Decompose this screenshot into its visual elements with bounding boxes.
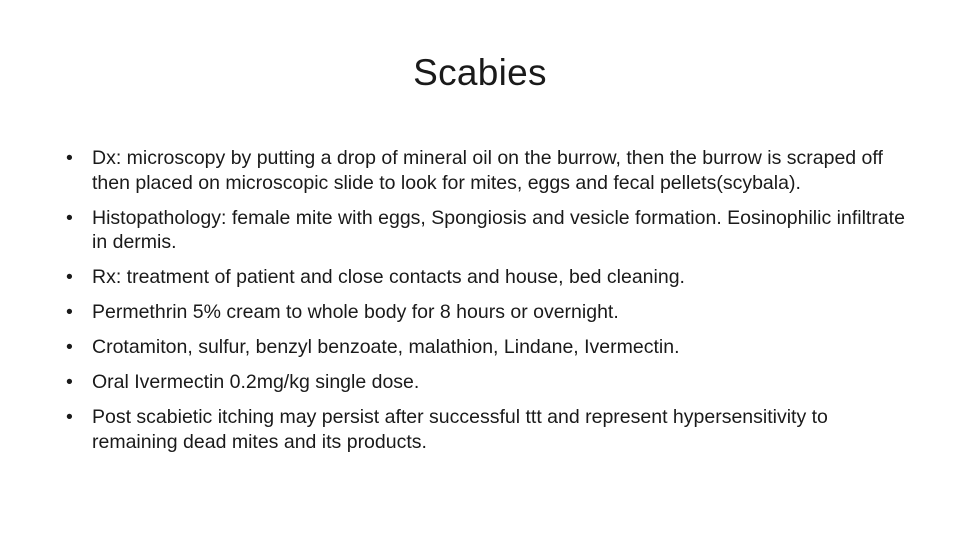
bullet-dot-icon: • <box>66 406 73 428</box>
bullet-text: Rx: treatment of patient and close contacts and house, bed cleaning. <box>92 266 685 288</box>
bullet-text: Crotamiton, sulfur, benzyl benzoate, malathion, Lindane, Ivermectin. <box>92 336 680 358</box>
bullet-item <box>66 335 916 360</box>
bullet-item <box>66 405 916 454</box>
bullet-text: Oral Ivermectin 0.2mg/kg single dose. <box>92 371 420 393</box>
bullet-dot-icon: • <box>66 147 73 169</box>
bullet-item <box>66 146 916 195</box>
bullet-text: Permethrin 5% cream to whole body for 8 hours or overnight. <box>92 301 619 323</box>
slide-title: Scabies <box>413 52 547 93</box>
bullet-text: Dx: microscopy by putting a drop of mineral oil on the burrow, then the burrow is scraped off then placed on microscopic slide to look for mites, eggs and fecal pellets(scybala). <box>92 147 883 194</box>
bullet-dot-icon: • <box>66 266 73 288</box>
bullet-item <box>66 370 916 395</box>
bullet-text: Post scabietic itching may persist after successful ttt and represent hypersensitivity to remaining dead mites and its products. <box>92 406 828 453</box>
bullet-dot-icon: • <box>66 371 73 393</box>
bullet-list <box>66 146 916 465</box>
bullet-dot-icon: • <box>66 301 73 323</box>
bullet-item <box>66 206 916 255</box>
bullet-text: Histopathology: female mite with eggs, Spongiosis and vesicle formation. Eosinophilic infiltrate in dermis. <box>92 206 905 253</box>
bullet-item <box>66 265 916 290</box>
bullet-item <box>66 300 916 325</box>
bullet-dot-icon: • <box>66 336 73 358</box>
bullet-dot-icon: • <box>66 206 73 229</box>
